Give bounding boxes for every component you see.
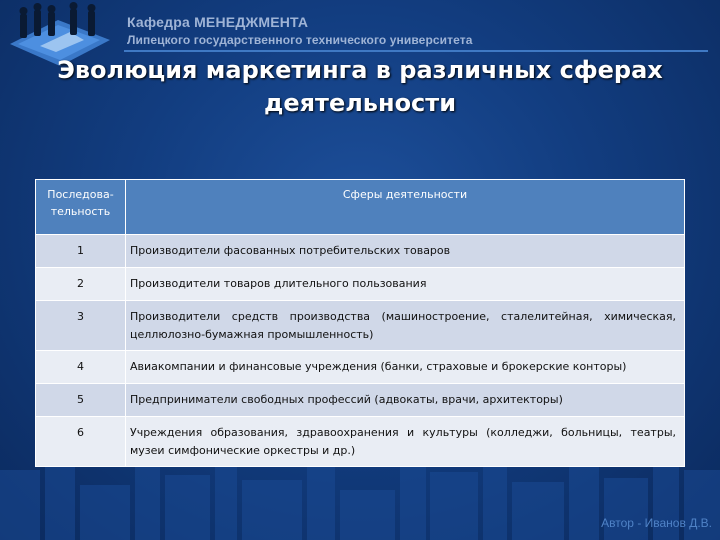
row-activity-sphere: Производители фасованных потребительских товаров [126,235,685,268]
column-header-sequence-line1: Последова- [47,188,114,201]
row-sequence-number: 5 [36,384,126,417]
table-row [36,301,685,351]
row-activity-sphere: Авиакомпании и финансовые учреждения (банки, страховые и брокерские конторы) [126,351,685,384]
row-activity-sphere: Производители средств производства (машиностроение, сталелитейная, химическая, целлюлозно-бумажная промышленность) [126,301,685,351]
table-row [36,235,685,268]
department-header [127,14,472,48]
row-sequence-number: 4 [36,351,126,384]
table-row [36,384,685,417]
row-sequence-number: 6 [36,417,126,467]
department-name: Кафедра МЕНЕДЖМЕНТА [127,14,309,30]
column-header-sequence-line2: тельность [50,205,111,218]
row-activity-sphere: Предприниматели свободных профессий (адвокаты, врачи, архитекторы) [126,384,685,417]
row-sequence-number: 1 [36,235,126,268]
slide-title-line2: деятельности [263,89,457,117]
table-row [36,417,685,467]
table-header-row [36,180,685,235]
table-row [36,351,685,384]
university-name: Липецкого государственного технического университета [127,33,473,47]
row-activity-sphere: Учреждения образования, здравоохранения и культуры (колледжи, больницы, театры, музеи симфонические оркестры и др.) [126,417,685,467]
slide-title [0,54,720,120]
row-sequence-number: 3 [36,301,126,351]
column-header-sequence [36,180,126,235]
column-header-spheres: Сферы деятельности [126,180,685,235]
activity-spheres-table [35,179,685,467]
row-sequence-number: 2 [36,268,126,301]
table-row [36,268,685,301]
slide-title-line1: Эволюция маркетинга в различных сферах [57,56,663,84]
row-activity-sphere: Производители товаров длительного пользования [126,268,685,301]
author-credit: Автор - Иванов Д.В. [601,516,712,530]
header-divider [124,50,708,52]
